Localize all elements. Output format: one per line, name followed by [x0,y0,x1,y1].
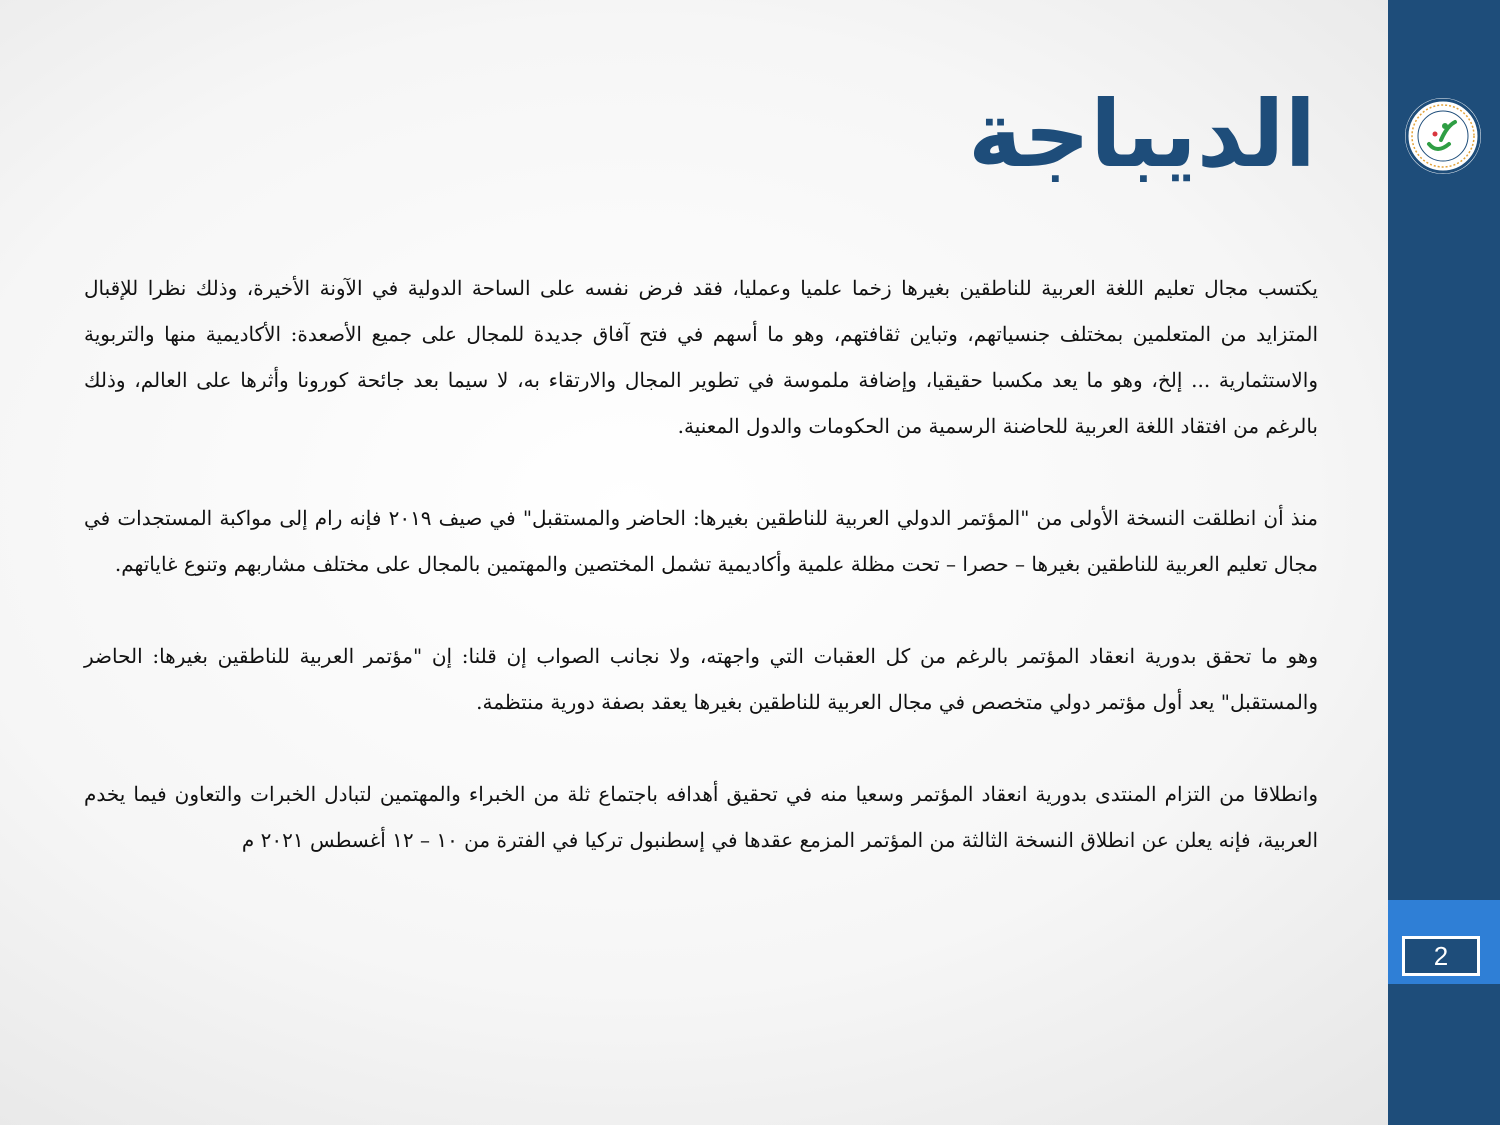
conference-logo-icon [1403,96,1483,176]
page-number: 2 [1402,936,1480,976]
page-number-box [1388,900,1500,984]
slide-title: الديباجة [968,81,1316,188]
paragraph-periodicity: وهو ما تحقق بدورية انعقاد المؤتمر بالرغم من كل العقبات التي واجهته، ولا نجانب الصواب إن قلنا: إن "مؤتمر العربية للناطقين بغيرها: الحاضر والمستقبل" يعد أول مؤتمر دولي متخصص في مجال العربية للناطقين بغيرها يعقد بصفة دورية منتظمة. [84,644,1318,714]
paragraph-intro: يكتسب مجال تعليم اللغة العربية للناطقين بغيرها زخما علميا وعمليا، فقد فرض نفسه على الساحة الدولية في الآونة الأخيرة، وذلك نظرا للإقبال المتزايد من المتعلمين بمختلف جنسياتهم، وتباين ثقافتهم، وهو ما أسهم في فتح آفاق جديدة للمجال على جميع الأصعدة: الأكاديمية منها والتربوية والاستثمارية ... إلخ، وهو ما يعد مكسبا حقيقيا، وإضافة ملموسة في تطوير المجال والارتقاء به، لا سيما بعد جائحة كورونا وأثرها على العالم، وذلك بالرغم من افتقاد اللغة العربية للحاضنة الرسمية من الحكومات والدول المعنية. [84,276,1319,438]
paragraph-third-edition: وانطلاقا من التزام المنتدى بدورية انعقاد المؤتمر وسعيا منه في تحقيق أهدافه باجتماع ثلة من الخبراء والمهتمين لتبادل الخبرات والتعاون فيما يخدم العربية، فإنه يعلن عن انطلاق النسخة الثالثة من المؤتمر المزمع عقدها في إسطنبول تركيا في الفترة من ١٠ – ١٢ أغسطس ٢٠٢١ م [84,782,1318,852]
slide-body [84,265,1318,863]
paragraph-first-edition: منذ أن انطلقت النسخة الأولى من "المؤتمر الدولي العربية للناطقين بغيرها: الحاضر والمستقبل" في صيف ٢٠١٩ فإنه رام إلى مواكبة المستجدات في مجال تعليم العربية للناطقين بغيرها – حصرا – تحت مظلة علمية وأكاديمية تشمل المختصين والمهتمين بالمجال على مختلف مشاربهم وتنوع غاياتهم. [84,506,1319,576]
